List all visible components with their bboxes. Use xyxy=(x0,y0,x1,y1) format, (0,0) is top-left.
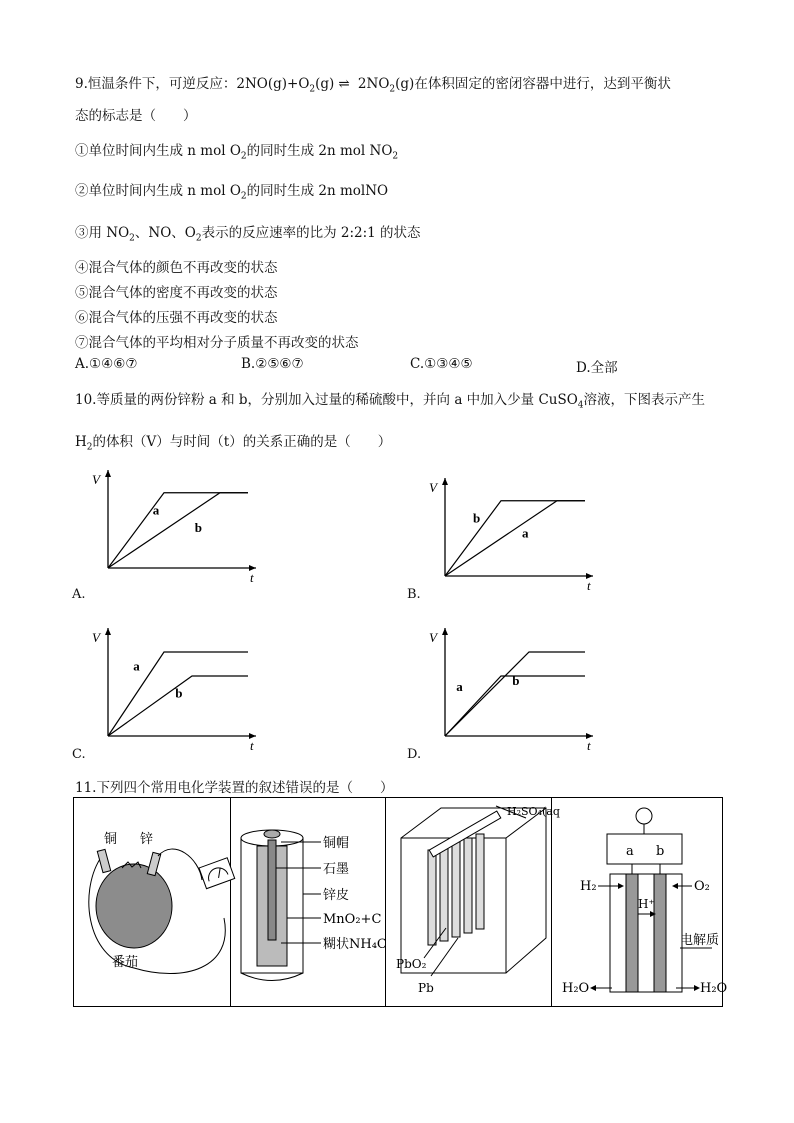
pbo2-label: PbO₂ xyxy=(395,957,426,971)
series-label-b: b xyxy=(512,673,520,689)
lead-acid-panel xyxy=(386,798,560,1006)
q9-option-b[interactable]: B.②⑤⑥⑦ xyxy=(241,356,304,372)
q11-stem: 11.下列四个常用电化学装置的叙述错误的是（ ） xyxy=(75,780,394,796)
graph-d-option-label[interactable]: D. xyxy=(407,747,422,762)
cathode xyxy=(654,874,666,992)
graph-b xyxy=(415,470,605,599)
series-label-b: b xyxy=(175,685,183,701)
q9-item-1: ①单位时间内生成 n mol $O_2$的同时生成 2n mol $NO_2$ xyxy=(75,143,399,162)
x-axis-label: t xyxy=(587,578,591,593)
series-label-a: a xyxy=(152,502,160,518)
cell-body xyxy=(610,874,682,992)
electrolyte-label: 电解质 xyxy=(680,933,720,948)
q9-item-5: ⑤混合气体的密度不再改变的状态 xyxy=(75,285,278,301)
q9-stem-line2: 态的标志是（ ） xyxy=(75,108,197,124)
anode xyxy=(626,874,638,992)
q9-option-c[interactable]: C.①③④⑤ xyxy=(410,356,473,372)
h2-label: H₂ xyxy=(580,879,597,894)
graph-c-option-label[interactable]: C. xyxy=(72,747,86,762)
paste-label: 糊状NH₄C xyxy=(322,937,387,952)
series-label-a: a xyxy=(133,658,140,674)
q9-option-a[interactable]: A.①④⑥⑦ xyxy=(75,356,138,372)
q9-item-3: ③用 $NO_2$、NO、$O_2$表示的反应速率的比为 2:2:1 的状态 xyxy=(75,225,421,244)
graph-c xyxy=(78,620,268,759)
q9-option-d[interactable]: D.全部 xyxy=(576,360,618,376)
load-b-label: b xyxy=(656,844,665,859)
h2o-right-label: H₂O xyxy=(700,981,728,996)
device-figure-row xyxy=(73,797,728,1007)
mno2-label: MnO₂+C xyxy=(322,912,382,927)
meter-icon xyxy=(199,858,235,889)
series-line-b xyxy=(445,501,585,576)
y-axis-label: V xyxy=(429,480,437,495)
series-line-b xyxy=(445,652,585,736)
dry-cell-panel xyxy=(231,798,386,1006)
graph-b-option-label[interactable]: B. xyxy=(407,587,421,602)
tomato-label: 番茄 xyxy=(112,955,139,970)
h2o-left-label: H₂O xyxy=(562,981,590,996)
bulb-icon xyxy=(636,808,652,824)
y-axis-arrow-icon xyxy=(105,470,111,477)
series-label-a: a xyxy=(522,525,529,541)
q10-stem-line2: $H_2$的体积（V）与时间（t）的关系正确的是（ ） xyxy=(75,434,392,453)
graph-a xyxy=(78,462,268,591)
x-axis-label: t xyxy=(250,738,254,753)
tomato-cell-panel xyxy=(74,798,231,1006)
load-a-label: a xyxy=(626,844,635,859)
graphite-rod xyxy=(268,840,276,940)
y-axis-label: V xyxy=(429,630,437,645)
cap-label: 铜帽 xyxy=(322,836,349,851)
x-axis-label: t xyxy=(250,570,254,585)
graph-a-option-label[interactable]: A. xyxy=(72,587,86,602)
zinc-shell-label: 锌皮 xyxy=(322,888,349,903)
acid-label: H₂SO₄(aq xyxy=(506,805,560,818)
series-label-a: a xyxy=(456,678,463,694)
pb-label: Pb xyxy=(417,981,434,995)
series-line-a xyxy=(108,493,248,568)
q9-item-6: ⑥混合气体的压强不再改变的状态 xyxy=(75,310,278,326)
q9-stem-line1: 9.恒温条件下，可逆反应：$2NO(g)+O_2(g)$ ⇌ $2NO_2(g)$在体积固定的密闭容器中进行，达到平衡状 xyxy=(75,76,671,95)
series-label-b: b xyxy=(194,519,203,535)
hplus-label: H⁺ xyxy=(638,897,656,911)
y-axis-label: V xyxy=(92,630,100,645)
graph-d xyxy=(415,620,605,759)
zinc-label: 锌 xyxy=(140,832,154,847)
fuel-cell-panel xyxy=(552,798,728,1006)
x-axis-label: t xyxy=(587,738,591,753)
o2-label: O₂ xyxy=(694,879,711,894)
equilibrium-arrow-icon: ⇌ xyxy=(338,76,350,92)
tomato-body xyxy=(96,864,172,948)
load-box xyxy=(607,834,682,864)
q9-item-4: ④混合气体的颜色不再改变的状态 xyxy=(75,260,278,276)
graphite-label: 石墨 xyxy=(322,862,349,877)
y-axis-arrow-icon xyxy=(105,628,111,635)
copper-label: 铜 xyxy=(104,832,118,847)
series-line-b xyxy=(108,493,248,568)
series-line-a xyxy=(445,501,585,576)
y-axis-arrow-icon xyxy=(442,478,448,485)
q9-item-2: ②单位时间内生成 n mol $O_2$的同时生成 2n molNO xyxy=(75,183,389,202)
y-axis-arrow-icon xyxy=(442,628,448,635)
series-label-b: b xyxy=(473,510,481,526)
y-axis-label: V xyxy=(92,472,100,487)
q9-item-7: ⑦混合气体的平均相对分子质量不再改变的状态 xyxy=(75,335,359,351)
copper-cap xyxy=(264,830,280,838)
q10-stem-line1: 10.等质量的两份锌粉 a 和 b，分别加入过量的稀硫酸中，并向 a 中加入少量 CuSO$_4$溶液，下图表示产生 xyxy=(75,392,706,411)
